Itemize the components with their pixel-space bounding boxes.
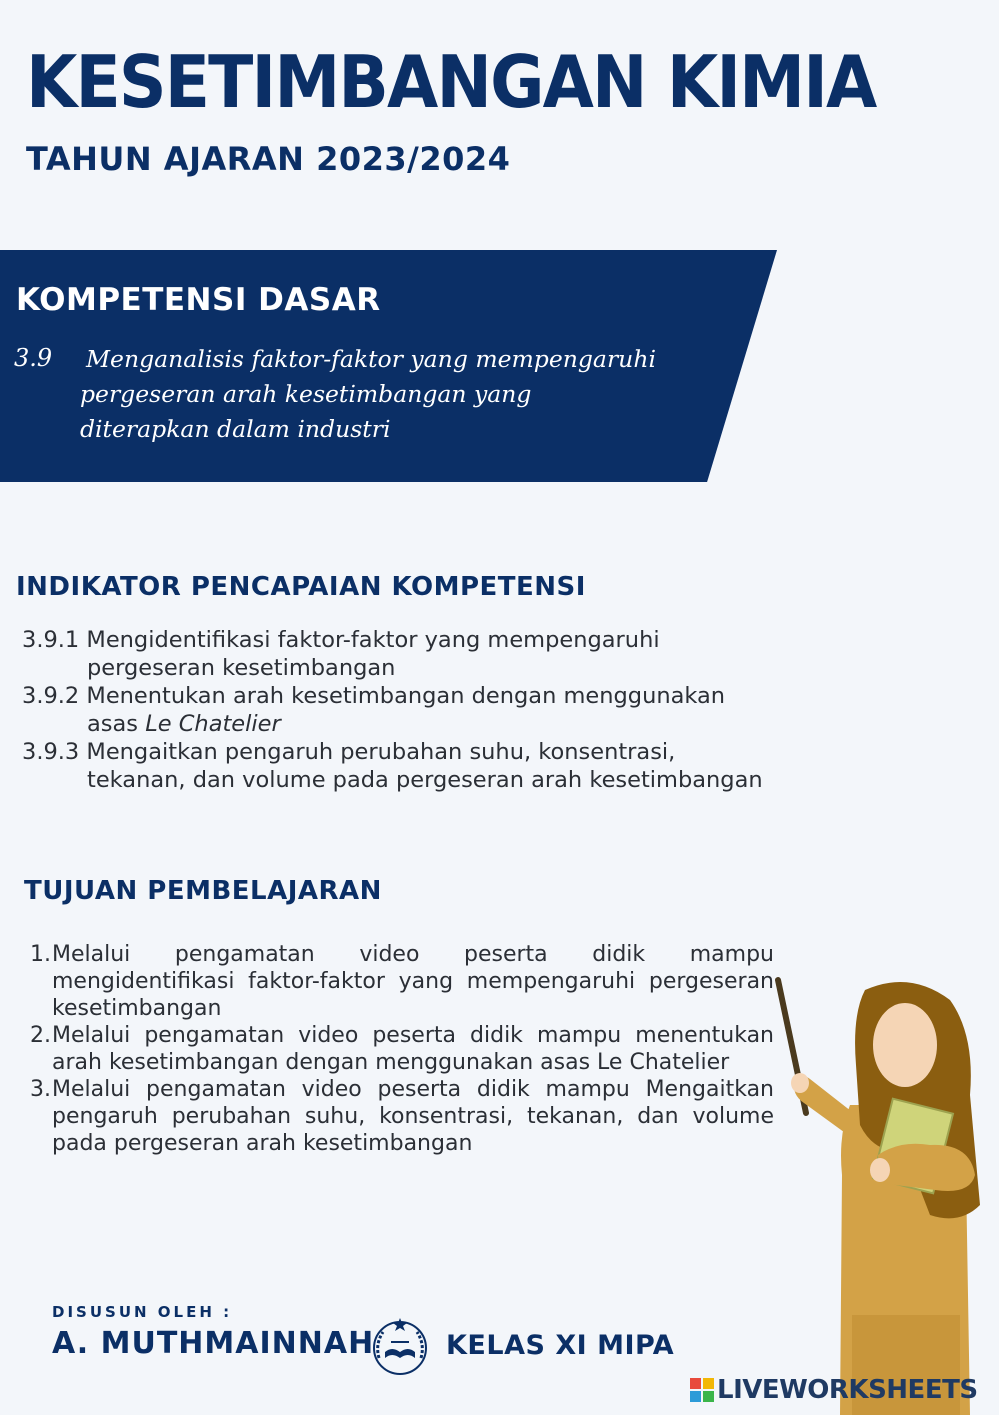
ipk-item-number: 3.9.2: [22, 683, 80, 709]
kd-line: Menganalisis faktor-faktor yang mempengaruhi: [86, 345, 656, 373]
tujuan-item-text: Melalui pengamatan video peserta didik mampu Mengaitkan pengaruh perubahan suhu, konsentrasi, tekanan, dan volume pada pergeseran arah kesetimbangan: [52, 1077, 774, 1156]
tujuan-item-number: 2.: [30, 1023, 51, 1048]
tujuan-heading: TUJUAN PEMBELAJARAN: [24, 876, 382, 906]
tujuan-item-number: 3.: [30, 1077, 51, 1102]
teacher-illustration: [770, 975, 999, 1415]
ipk-item-number: 3.9.1: [22, 627, 80, 653]
liveworksheets-icon: [690, 1378, 714, 1402]
class-label: KELAS XI MIPA: [446, 1330, 675, 1361]
liveworksheets-logo: [690, 1376, 978, 1404]
ipk-item-text: Mengaitkan pengaruh perubahan suhu, konsentrasi,: [86, 739, 676, 765]
ipk-item-text-cont: tekanan, dan volume pada pergeseran arah kesetimbangan: [87, 767, 763, 793]
tujuan-item-text: Melalui pengamatan video peserta didik mampu menentukan arah kesetimbangan dengan menggunakan asas Le Chatelier: [52, 1023, 774, 1075]
ipk-item-text-cont: [22, 710, 792, 738]
ipk-item: [22, 682, 792, 738]
page-title: KESETIMBANGAN KIMIA: [26, 40, 876, 124]
tujuan-item-number: 1.: [30, 942, 51, 967]
kompetensi-dasar-text: [80, 342, 740, 447]
tujuan-item-text: Melalui pengamatan video peserta didik mampu mengidentifikasi faktor-faktor yang mempengaruhi pergeseran kesetimbangan: [52, 942, 774, 1021]
le-chatelier-term: Le Chatelier: [145, 711, 281, 737]
kd-line: diterapkan dalam industri: [80, 415, 391, 443]
tujuan-item: [30, 941, 774, 1022]
kompetensi-dasar-number: 3.9: [14, 344, 53, 372]
liveworksheets-text: LIVEWORKSHEETS: [717, 1375, 978, 1405]
author-label: DISUSUN OLEH :: [52, 1303, 233, 1321]
kompetensi-dasar-heading: KOMPETENSI DASAR: [16, 282, 381, 318]
ipk-item-number: 3.9.3: [22, 739, 80, 765]
author-name: A. MUTHMAINNAH: [52, 1326, 375, 1361]
kd-line: pergeseran arah kesetimbangan yang: [80, 380, 532, 408]
tujuan-list: [30, 941, 774, 1157]
ipk-item-text-prefix: asas: [87, 711, 139, 737]
ipk-item-text: Menentukan arah kesetimbangan dengan menggunakan: [86, 683, 726, 709]
school-emblem-icon: [367, 1314, 433, 1380]
ipk-item-text-cont: pergeseran kesetimbangan: [87, 655, 396, 681]
ipk-item: [22, 738, 792, 794]
academic-year-subtitle: TAHUN AJARAN 2023/2024: [26, 140, 511, 178]
tujuan-item: [30, 1022, 774, 1076]
ipk-item-text: Mengidentifikasi faktor-faktor yang mempengaruhi: [86, 627, 660, 653]
ipk-list: [22, 626, 792, 794]
tujuan-item: [30, 1076, 774, 1157]
ipk-heading: INDIKATOR PENCAPAIAN KOMPETENSI: [16, 572, 586, 602]
ipk-item: [22, 626, 792, 682]
